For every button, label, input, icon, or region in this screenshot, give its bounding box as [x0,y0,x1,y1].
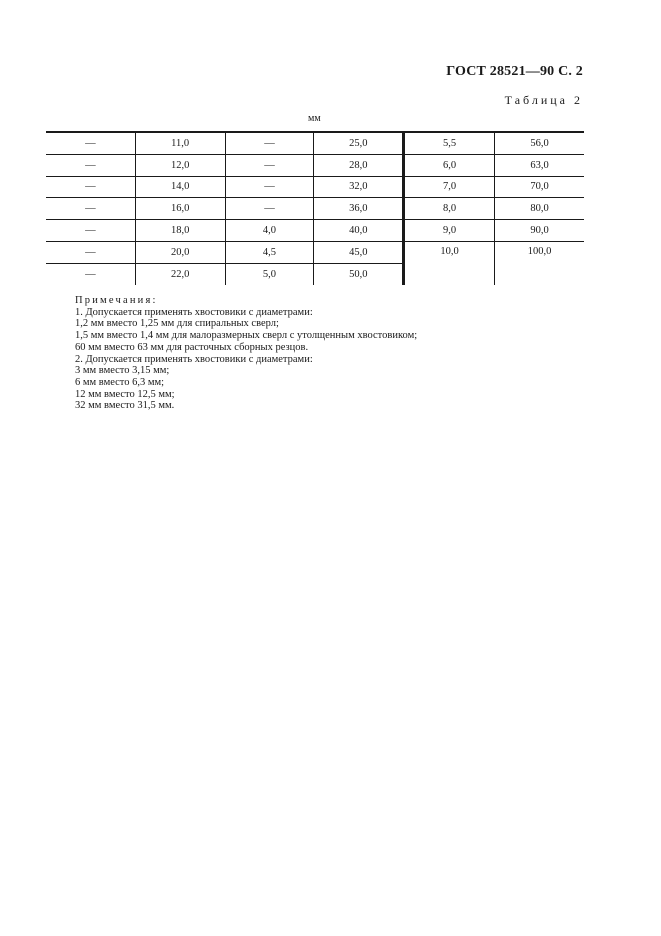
notes-block [75,295,417,412]
note-line: 6 мм вместо 6,3 мм; [75,376,165,388]
table-row [46,154,584,176]
table-cell: 4,5 [225,241,314,263]
document-code: ГОСТ 28521—90 С. 2 [446,64,583,79]
table-cell: — [225,132,314,154]
table-cell: 11,0 [135,132,225,154]
table-cell: 5,5 [404,132,495,154]
table-cell: — [46,176,135,198]
table-cell: 6,0 [404,154,495,176]
table-cell: 56,0 [495,132,584,154]
note-line: 60 мм вместо 63 мм для расточных сборных резцов. [75,341,309,353]
table-cell: — [225,198,314,220]
table-cell: 90,0 [495,220,584,242]
table-cell: — [46,154,135,176]
table-cell: — [225,176,314,198]
table-cell: 4,0 [225,220,314,242]
table-cell: — [46,263,135,284]
table-cell: 32,0 [314,176,404,198]
table-row [46,176,584,198]
table-caption: Таблица 2 [504,93,583,107]
table-cell: 45,0 [314,241,404,263]
note-line: 1,5 мм вместо 1,4 мм для малоразмерных сверл с утолщенным хвостовиком; [75,330,418,342]
table-cell: 80,0 [495,198,584,220]
table-cell: 8,0 [404,198,495,220]
table-cell: 18,0 [135,220,225,242]
notes-heading: Примечания: [75,295,158,306]
table-cell: 50,0 [314,263,404,284]
note-line: 32 мм вместо 31,5 мм. [75,400,175,412]
table-cell: 22,0 [135,263,225,284]
table-cell: — [225,154,314,176]
table-row [46,198,584,220]
table-cell: 5,0 [225,263,314,284]
note-line: 2. Допускается применять хвостовики с диаметрами: [75,353,313,365]
table-cell: — [46,220,135,242]
table-cell: 70,0 [495,176,584,198]
table-row [46,241,584,263]
units-label: мм [308,113,321,124]
table-cell: 20,0 [135,241,225,263]
note-line: 3 мм вместо 3,15 мм; [75,365,170,377]
table-cell: 12,0 [135,154,225,176]
table-cell: 10,0 [404,241,495,284]
table-cell: 14,0 [135,176,225,198]
table-cell: — [46,241,135,263]
table-row [46,220,584,242]
table-row [46,132,584,154]
table-cell: 40,0 [314,220,404,242]
table-cell: 28,0 [314,154,404,176]
dimensions-table [46,131,584,285]
table-cell: 100,0 [495,241,584,284]
note-line: 1,2 мм вместо 1,25 мм для спиральных сверл; [75,318,279,330]
table-cell: — [46,132,135,154]
table-cell: 25,0 [314,132,404,154]
note-line: 12 мм вместо 12,5 мм; [75,388,175,400]
table-cell: 9,0 [404,220,495,242]
table-cell: 7,0 [404,176,495,198]
table-cell: 63,0 [495,154,584,176]
table-cell: 16,0 [135,198,225,220]
note-line: 1. Допускается применять хвостовики с диаметрами: [75,306,313,318]
table-cell: 36,0 [314,198,404,220]
table-cell: — [46,198,135,220]
